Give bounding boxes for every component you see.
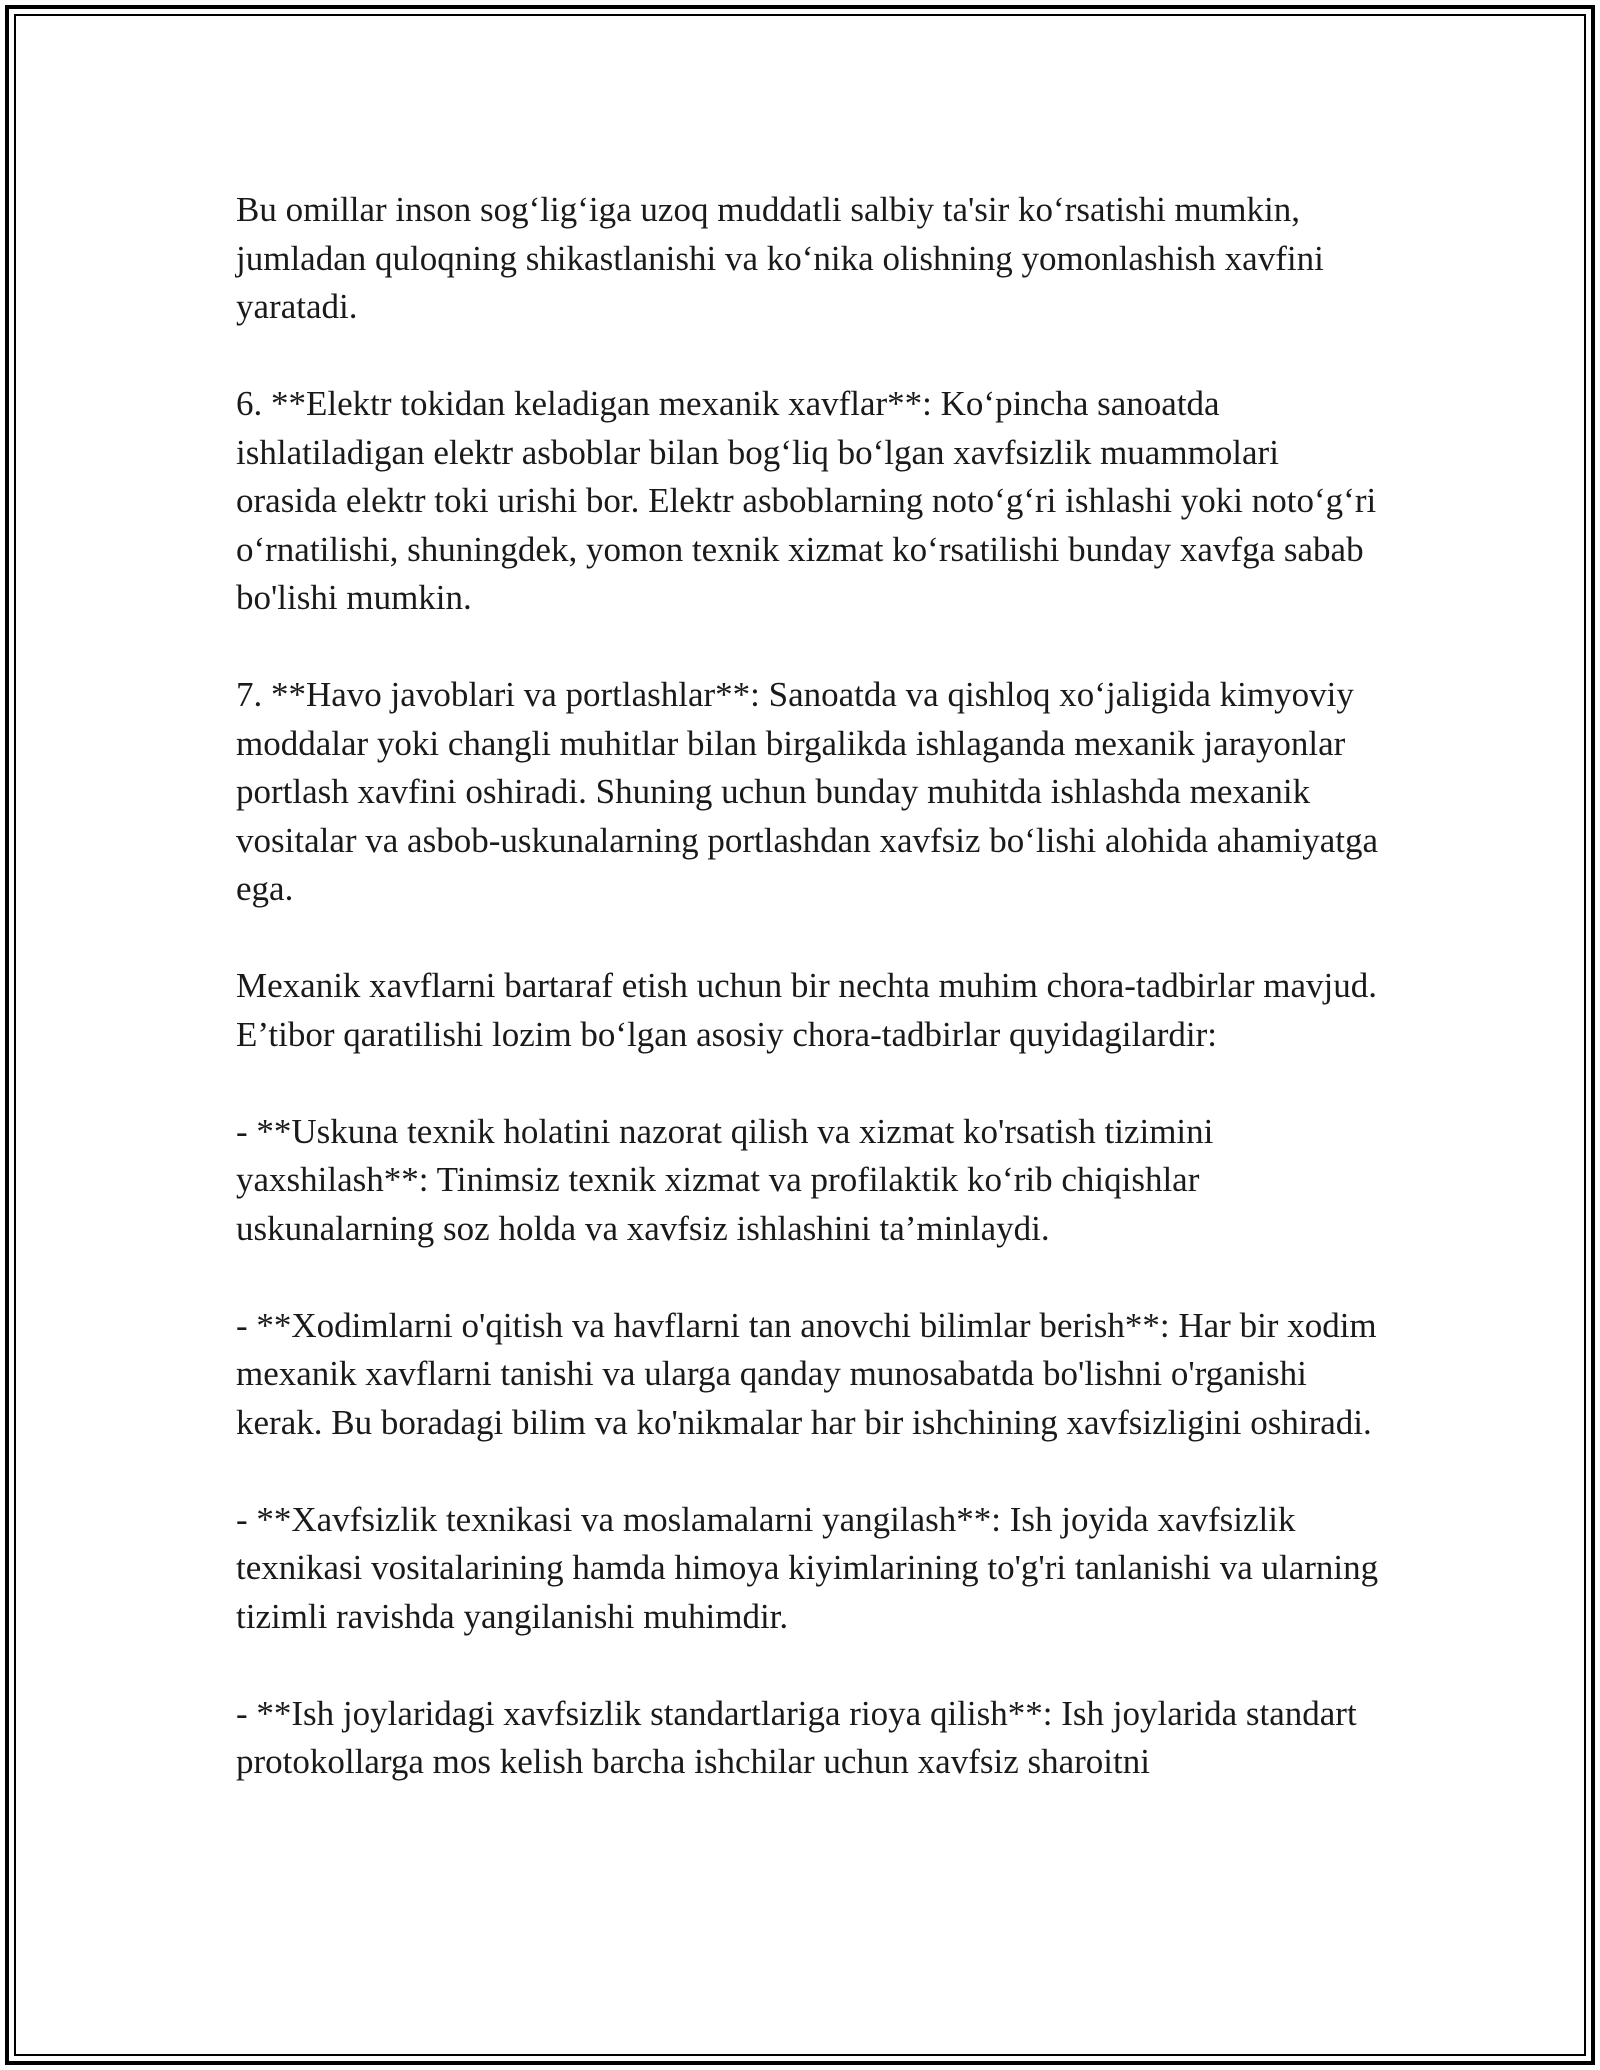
paragraph-measures-intro: Mexanik xavflarni bartaraf etish uchun bir nechta muhim chora-tadbirlar mavjud. E’tibor qaratilishi lozim bo‘lgan asosiy chora-tadbirlar quyidagilardir:	[236, 966, 1377, 1054]
document-body	[236, 186, 1386, 1787]
paragraph-air-explosions: 7. **Havo javoblari va portlashlar**: Sanoatda va qishloq xo‘jaligida kimyoviy moddalar yoki changli muhitlar bilan birgalikda ishlaganda mexanik jarayonlar portlash xavfini oshiradi. Shuning uchun bunday muhitda ishlashda mexanik vositalar va asbob-uskunalarning portlashdan xavfsiz bo‘lishi alohida ahamiyatga ega.	[236, 675, 1379, 908]
list-item-safety-standards: - **Ish joylaridagi xavfsizlik standartlariga rioya qilish**: Ish joylarida standart protokollarga mos kelish barcha ishchilar uchun xavfsiz sharoitni	[236, 1693, 1357, 1781]
paragraph-health-effects: Bu omillar inson sog‘lig‘iga uzoq muddatli salbiy ta'sir ko‘rsatishi mumkin, jumladan quloqning shikastlanishi va ko‘nika olishning yomonlashish xavfini yaratadi.	[236, 190, 1324, 326]
list-item-safety-equipment: - **Xavfsizlik texnikasi va moslamalarni yangilash**: Ish joyida xavfsizlik texnikasi vositalarining hamda himoya kiyimlarining to'g'ri tanlanishi va ularning tizimli ravishda yangilanishi muhimdir.	[236, 1499, 1379, 1636]
paragraph-electrical-hazards: 6. **Elektr tokidan keladigan mexanik xavflar**: Ko‘pincha sanoatda ishlatiladigan elektr asboblar bilan bog‘liq bo‘lgan xavfsizlik muammolari orasida elektr toki urishi bor. Elektr asboblarning noto‘g‘ri ishlashi yoki noto‘g‘ri o‘rnatilishi, shuningdek, yomon texnik xizmat ko‘rsatilishi bunday xavfga sabab bo'lishi mumkin.	[236, 384, 1377, 617]
list-item-staff-training: - **Xodimlarni o'qitish va havflarni tan anovchi bilimlar berish**: Har bir xodim mexanik xavflarni tanishi va ularga qanday munosabatda bo'lishni o'rganishi kerak. Bu boradagi bilim va ko'nikmalar har bir ishchining xavfsizligini oshiradi.	[236, 1305, 1377, 1442]
list-item-equipment-maintenance: - **Uskuna texnik holatini nazorat qilish va xizmat ko'rsatish tizimini yaxshilash**: Tinimsiz texnik xizmat va profilaktik ko‘rib chiqishlar uskunalarning soz holda va xavfsiz ishlashini ta’minlaydi.	[236, 1111, 1214, 1248]
